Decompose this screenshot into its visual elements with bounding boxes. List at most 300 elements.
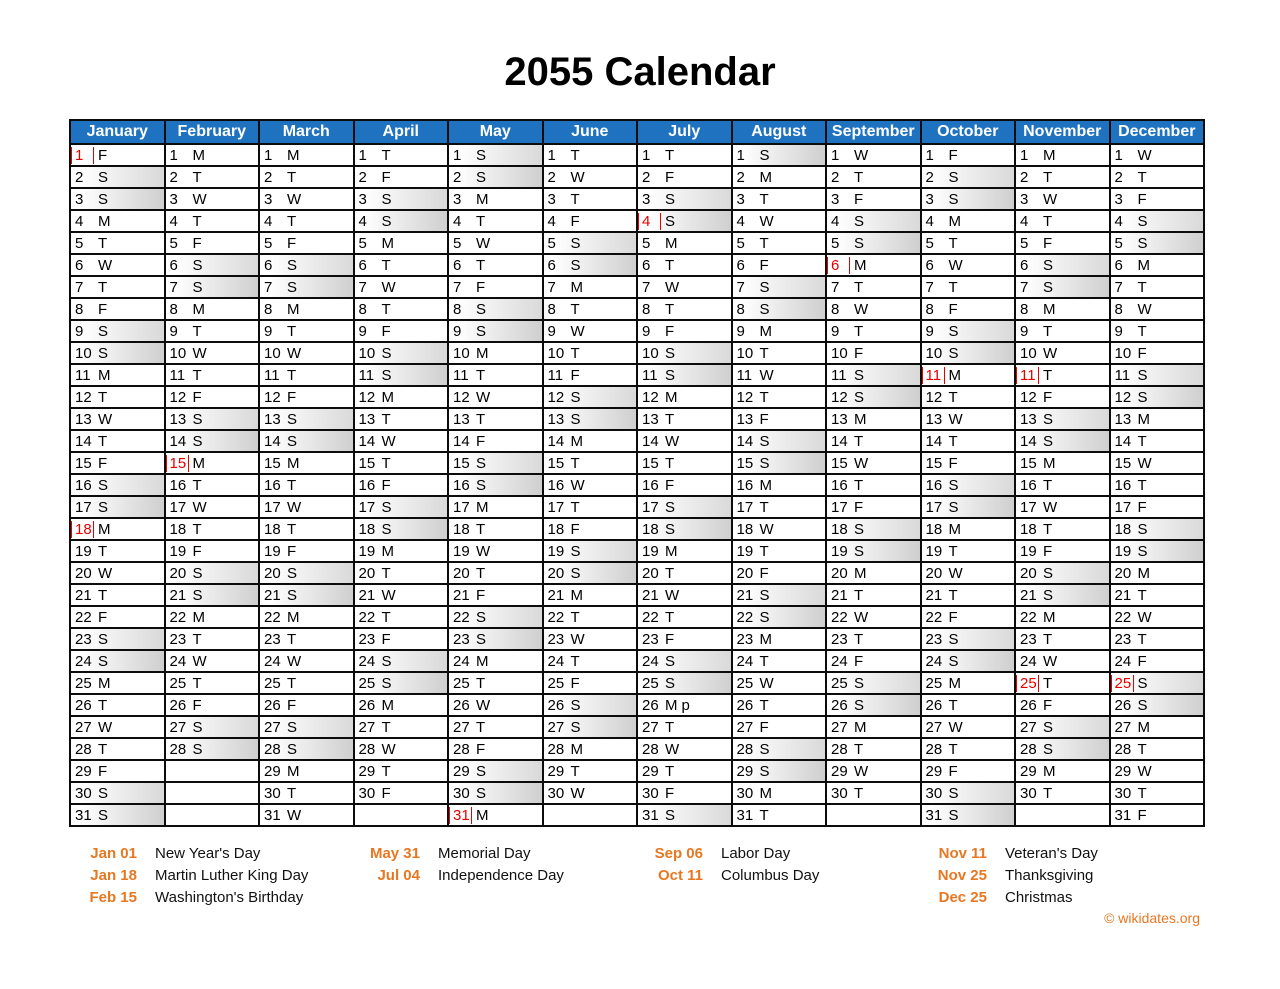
day-cell (637, 716, 732, 738)
weekday-letter: T (665, 564, 675, 582)
weekday-letter: F (665, 476, 675, 494)
day-cell (1110, 166, 1205, 188)
day-number: 21 (75, 586, 92, 604)
day-cell (259, 166, 354, 188)
day-cell (165, 342, 260, 364)
day-number: 17 (925, 498, 943, 516)
weekday-letter: T (1137, 586, 1147, 604)
empty-cell (1015, 804, 1110, 826)
day-number: 11 (264, 366, 280, 384)
day-cell (70, 276, 165, 298)
day-cell (165, 298, 260, 320)
day-number: 6 (642, 256, 651, 274)
day-number: 12 (358, 388, 376, 406)
weekday-letter: S (192, 564, 203, 582)
day-cell (921, 298, 1016, 320)
day-cell (448, 584, 543, 606)
weekday-letter: W (570, 630, 585, 648)
day-number: 20 (547, 564, 565, 582)
day-cell (732, 166, 827, 188)
day-cell (637, 672, 732, 694)
day-number: 31 (75, 806, 92, 824)
weekday-letter: M (1043, 762, 1056, 780)
weekday-letter: S (381, 344, 392, 362)
day-number: 25 (736, 674, 754, 692)
weekday-letter: T (665, 146, 675, 164)
holiday-item (358, 843, 564, 865)
weekday-letter: M (381, 542, 394, 560)
day-cell (826, 320, 921, 342)
day-cell (921, 144, 1016, 166)
day-number: 7 (264, 278, 273, 296)
day-cell (543, 694, 638, 716)
day-number: 30 (75, 784, 92, 802)
holiday-item (75, 843, 308, 865)
day-number: 19 (925, 542, 943, 560)
weekday-letter: T (948, 278, 958, 296)
day-number: 23 (1114, 630, 1132, 648)
day-number: 16 (358, 476, 376, 494)
day-cell (1110, 672, 1205, 694)
day-number: 28 (1114, 740, 1132, 758)
weekday-letter: S (665, 344, 676, 362)
day-cell (732, 254, 827, 276)
weekday-letter: W (948, 256, 963, 274)
weekday-letter: S (1137, 674, 1148, 692)
weekday-letter: S (1043, 432, 1054, 450)
weekday-letter: T (1137, 784, 1147, 802)
weekday-letter: T (854, 432, 864, 450)
day-number: 30 (736, 784, 754, 802)
day-cell (921, 408, 1016, 430)
weekday-letter: S (665, 212, 676, 230)
day-cell (732, 364, 827, 386)
weekday-letter: M (192, 146, 205, 164)
weekday-letter: T (1043, 784, 1053, 802)
day-number: 12 (547, 388, 565, 406)
day-cell (259, 474, 354, 496)
day-cell (1110, 430, 1205, 452)
weekday-letter: M (287, 146, 300, 164)
day-number: 13 (264, 410, 281, 428)
empty-cell (543, 804, 638, 826)
weekday-letter: S (1043, 410, 1054, 428)
day-number: 23 (264, 630, 281, 648)
weekday-letter: S (287, 564, 298, 582)
weekday-letter: T (98, 234, 108, 252)
holiday-day-number: 4 (638, 213, 661, 230)
day-number: 4 (1114, 212, 1123, 230)
holiday-day-number: 25 (1016, 675, 1039, 692)
day-cell (448, 694, 543, 716)
weekday-letter: W (759, 520, 774, 538)
weekday-letter: S (665, 498, 676, 516)
weekday-letter: M (476, 806, 489, 824)
weekday-letter: W (1043, 652, 1058, 670)
weekday-letter: F (665, 168, 675, 186)
weekday-letter: T (570, 344, 580, 362)
day-number: 7 (736, 278, 745, 296)
day-cell (70, 342, 165, 364)
day-number: 12 (831, 388, 848, 406)
day-number: 13 (831, 410, 848, 428)
day-cell (543, 386, 638, 408)
day-cell (637, 518, 732, 540)
day-number: 24 (75, 652, 92, 670)
day-cell (1110, 518, 1205, 540)
weekday-letter: S (948, 652, 959, 670)
weekday-letter: T (1043, 630, 1053, 648)
day-number: 23 (736, 630, 754, 648)
day-number: 2 (453, 168, 462, 186)
day-cell (1015, 452, 1110, 474)
day-number: 2 (547, 168, 556, 186)
day-cell (354, 584, 449, 606)
day-cell (1110, 298, 1205, 320)
weekday-letter: M (759, 630, 772, 648)
day-number: 25 (358, 674, 376, 692)
day-cell (259, 408, 354, 430)
weekday-letter: S (476, 608, 487, 626)
weekday-letter: T (381, 608, 391, 626)
day-number: 19 (547, 542, 565, 560)
day-cell (70, 606, 165, 628)
day-number: 29 (736, 762, 754, 780)
weekday-letter: S (948, 322, 959, 340)
weekday-letter: S (476, 630, 487, 648)
weekday-letter: F (381, 630, 391, 648)
weekday-letter: S (948, 806, 959, 824)
weekday-letter: F (98, 762, 108, 780)
weekday-letter: T (1043, 674, 1053, 692)
day-cell (354, 628, 449, 650)
credit-link[interactable]: © wikidates.org (1104, 910, 1200, 926)
weekday-letter: T (570, 762, 580, 780)
day-number: 18 (358, 520, 376, 538)
day-cell (165, 716, 260, 738)
day-number: 15 (1020, 454, 1037, 472)
day-number: 1 (831, 146, 840, 164)
day-cell (1015, 386, 1110, 408)
day-number: 9 (1020, 322, 1029, 340)
weekday-letter: M (381, 234, 394, 252)
day-cell (448, 232, 543, 254)
weekday-letter: W (854, 454, 869, 472)
weekday-letter: F (192, 542, 202, 560)
day-cell (921, 694, 1016, 716)
day-cell (637, 760, 732, 782)
holiday-item (925, 887, 1098, 909)
day-cell (637, 694, 732, 716)
day-cell (543, 210, 638, 232)
day-number: 20 (75, 564, 92, 582)
day-number: 3 (642, 190, 651, 208)
day-cell (921, 210, 1016, 232)
day-number: 11 (1114, 366, 1131, 384)
day-cell (448, 320, 543, 342)
day-number: 31 (925, 806, 943, 824)
day-number: 20 (925, 564, 943, 582)
day-cell (637, 298, 732, 320)
holiday-name: Washington's Birthday (155, 889, 304, 906)
weekday-letter: S (570, 718, 581, 736)
weekday-letter: F (381, 476, 391, 494)
day-cell (1110, 452, 1205, 474)
holiday-column (75, 843, 308, 909)
day-cell (354, 320, 449, 342)
day-cell (165, 232, 260, 254)
weekday-letter: M (854, 256, 867, 274)
day-cell (165, 364, 260, 386)
weekday-letter: W (1043, 190, 1058, 208)
day-number: 10 (831, 344, 848, 362)
day-number: 11 (453, 366, 469, 384)
weekday-letter: W (476, 234, 491, 252)
day-row (70, 804, 1204, 826)
weekday-letter: F (476, 740, 486, 758)
day-number: 10 (736, 344, 754, 362)
weekday-letter: W (665, 586, 680, 604)
day-number: 28 (736, 740, 754, 758)
month-header-november: November (1015, 120, 1110, 144)
day-cell (826, 540, 921, 562)
day-number: 17 (1114, 498, 1132, 516)
weekday-letter: T (98, 388, 108, 406)
day-cell (259, 738, 354, 760)
weekday-letter: F (854, 190, 864, 208)
holiday-day-number: 25 (1111, 675, 1134, 692)
weekday-letter: S (98, 322, 109, 340)
day-number: 4 (75, 212, 84, 230)
day-cell (637, 144, 732, 166)
weekday-letter: W (476, 542, 491, 560)
day-cell (921, 650, 1016, 672)
day-number: 2 (736, 168, 745, 186)
day-cell (259, 188, 354, 210)
day-cell (354, 232, 449, 254)
weekday-letter: F (287, 696, 297, 714)
day-cell (1110, 210, 1205, 232)
day-row (70, 474, 1204, 496)
day-cell (259, 518, 354, 540)
weekday-letter: T (665, 608, 675, 626)
day-cell (1015, 474, 1110, 496)
day-number: 16 (925, 476, 943, 494)
day-number: 22 (453, 608, 470, 626)
day-number: 14 (925, 432, 943, 450)
day-cell (1110, 760, 1205, 782)
day-number: 20 (1020, 564, 1037, 582)
day-cell (448, 430, 543, 452)
weekday-letter: M (570, 278, 583, 296)
day-cell (70, 166, 165, 188)
weekday-letter: M (665, 388, 678, 406)
day-number: 26 (75, 696, 92, 714)
day-number: 20 (169, 564, 187, 582)
day-cell (354, 430, 449, 452)
day-cell (165, 144, 260, 166)
weekday-letter: M (98, 520, 111, 538)
day-number: 16 (169, 476, 187, 494)
day-number: 5 (1114, 234, 1123, 252)
weekday-letter: S (948, 344, 959, 362)
day-cell (921, 716, 1016, 738)
day-number: 9 (75, 322, 84, 340)
weekday-letter: M (192, 608, 205, 626)
day-cell (165, 606, 260, 628)
weekday-letter: W (948, 564, 963, 582)
day-cell (1015, 694, 1110, 716)
day-number: 7 (1020, 278, 1029, 296)
day-cell (543, 738, 638, 760)
weekday-letter: F (948, 454, 958, 472)
day-cell (70, 716, 165, 738)
weekday-letter: T (381, 146, 391, 164)
day-cell (543, 430, 638, 452)
day-number: 28 (925, 740, 943, 758)
day-number: 13 (1020, 410, 1037, 428)
day-cell (543, 606, 638, 628)
day-number: 2 (1020, 168, 1029, 186)
day-number: 22 (1114, 608, 1132, 626)
day-number: 4 (169, 212, 178, 230)
weekday-letter: W (570, 322, 585, 340)
day-number: 1 (1114, 146, 1123, 164)
day-number: 3 (75, 190, 84, 208)
day-cell (354, 364, 449, 386)
weekday-letter: S (476, 762, 487, 780)
weekday-letter: F (665, 322, 675, 340)
day-cell (165, 430, 260, 452)
weekday-letter: F (1043, 234, 1053, 252)
day-cell (921, 672, 1016, 694)
weekday-letter: S (759, 432, 770, 450)
weekday-letter: T (948, 740, 958, 758)
day-cell (637, 804, 732, 826)
day-number: 23 (1020, 630, 1037, 648)
day-cell (259, 540, 354, 562)
day-number: 5 (264, 234, 273, 252)
day-cell (259, 716, 354, 738)
day-cell (259, 298, 354, 320)
day-cell (1015, 364, 1110, 386)
day-number: 4 (925, 212, 934, 230)
weekday-letter: S (948, 784, 959, 802)
day-number: 3 (736, 190, 745, 208)
day-number: 1 (453, 146, 462, 164)
month-header-april: April (354, 120, 449, 144)
weekday-letter: T (570, 454, 580, 472)
day-row (70, 694, 1204, 716)
day-number: 8 (642, 300, 651, 318)
weekday-letter: S (854, 542, 865, 560)
day-cell (921, 364, 1016, 386)
weekday-letter: S (192, 586, 203, 604)
day-number: 12 (736, 388, 754, 406)
day-number: 7 (1114, 278, 1123, 296)
day-cell (921, 562, 1016, 584)
day-number: 27 (358, 718, 376, 736)
day-number: 6 (1114, 256, 1123, 274)
weekday-letter: S (854, 674, 865, 692)
weekday-letter: T (759, 344, 769, 362)
weekday-letter: T (476, 212, 486, 230)
day-number: 28 (453, 740, 470, 758)
day-number: 18 (547, 520, 565, 538)
weekday-letter: S (98, 168, 109, 186)
weekday-letter: T (98, 740, 108, 758)
day-number: 16 (547, 476, 565, 494)
day-number: 19 (1020, 542, 1037, 560)
day-number: 6 (453, 256, 462, 274)
day-cell (921, 276, 1016, 298)
day-number: 13 (547, 410, 565, 428)
weekday-letter: T (570, 498, 580, 516)
day-number: 31 (1114, 806, 1132, 824)
day-cell (354, 166, 449, 188)
day-row (70, 606, 1204, 628)
day-number: 20 (1114, 564, 1132, 582)
day-number: 16 (1114, 476, 1132, 494)
day-cell (921, 452, 1016, 474)
day-cell (1110, 628, 1205, 650)
weekday-letter: W (98, 256, 113, 274)
weekday-letter: S (381, 520, 392, 538)
weekday-letter: M (1043, 454, 1056, 472)
month-header-august: August (732, 120, 827, 144)
day-cell (259, 144, 354, 166)
day-number: 2 (169, 168, 178, 186)
day-cell (637, 474, 732, 496)
day-cell (826, 606, 921, 628)
day-cell (259, 254, 354, 276)
weekday-letter: T (570, 652, 580, 670)
month-header-september: September (826, 120, 921, 144)
day-cell (921, 342, 1016, 364)
weekday-letter: T (192, 476, 202, 494)
weekday-letter: W (381, 432, 396, 450)
day-number: 2 (75, 168, 84, 186)
day-cell (826, 430, 921, 452)
day-cell (826, 452, 921, 474)
day-row (70, 672, 1204, 694)
day-cell (448, 738, 543, 760)
day-row (70, 408, 1204, 430)
day-cell (543, 540, 638, 562)
day-cell (637, 430, 732, 452)
weekday-letter: T (287, 630, 297, 648)
day-cell (259, 606, 354, 628)
weekday-letter: W (381, 740, 396, 758)
day-number: 29 (264, 762, 281, 780)
day-cell (732, 144, 827, 166)
weekday-letter: M (476, 498, 489, 516)
day-number: 8 (547, 300, 556, 318)
weekday-letter: M (1137, 564, 1150, 582)
day-cell (826, 474, 921, 496)
day-number: 8 (736, 300, 745, 318)
day-row (70, 342, 1204, 364)
weekday-letter: T (759, 696, 769, 714)
day-cell (70, 320, 165, 342)
weekday-letter: F (476, 432, 486, 450)
day-number: 22 (547, 608, 565, 626)
day-cell (543, 276, 638, 298)
weekday-letter: W (570, 168, 585, 186)
weekday-letter: S (759, 146, 770, 164)
weekday-letter: W (287, 344, 302, 362)
day-number: 5 (358, 234, 367, 252)
